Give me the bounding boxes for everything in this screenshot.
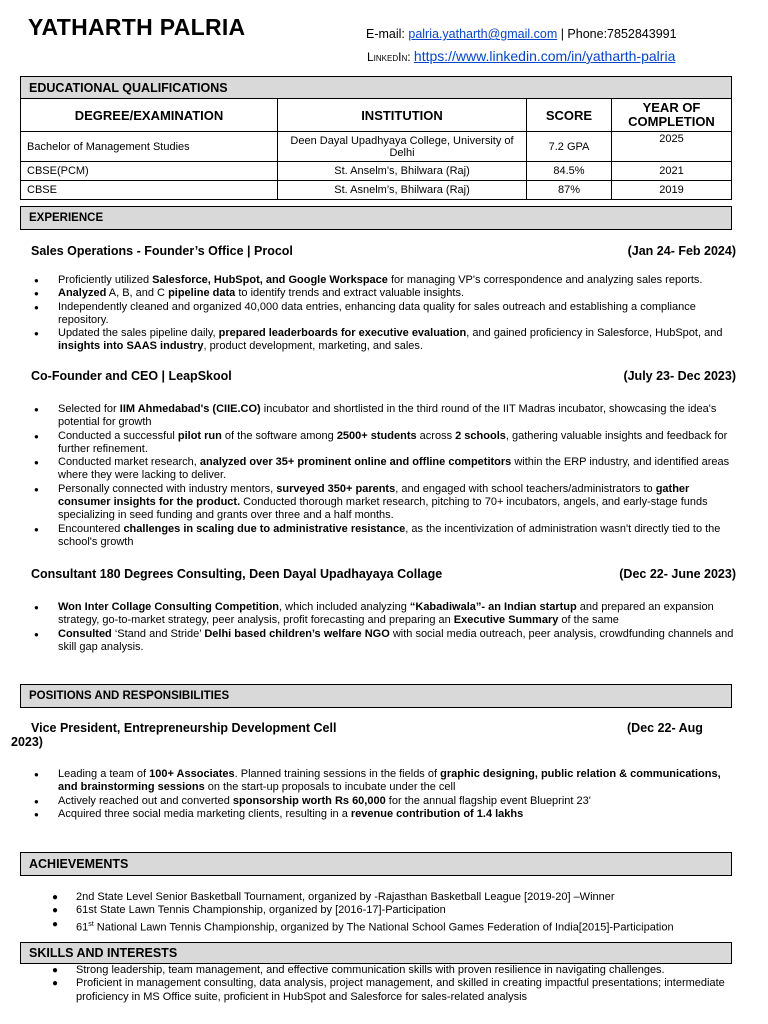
bullet-bold-text: Consulted <box>58 627 112 640</box>
skills-list <box>52 964 742 1004</box>
bullet-item <box>34 795 740 808</box>
score-cell: 7.2 GPA <box>527 132 612 162</box>
bullet-text: , and gained proficiency in Salesforce, HubSpot, and <box>466 327 723 340</box>
list-item: ● Proficient in management consulting, data analysis, project management, and skilled in creating impactful presentations; intermediate proficiency in MS Office suite, proficient in HubSpot and Salesforce for sales-related analysis <box>52 977 742 1004</box>
bullet-bold-text: gather consumer insights for the product. <box>58 482 690 509</box>
experience-section-title: EXPERIENCE <box>29 212 104 224</box>
education-section-title: EDUCATIONAL QUALIFICATIONS <box>29 80 228 95</box>
positions-section-title: POSITIONS AND RESPONSIBILITIES <box>29 690 230 702</box>
bullet-text: for managing VP's correspondence and analyzing sales reports. <box>387 274 703 286</box>
bullet-bold-text: Won Inter Collage Consulting Competition <box>58 601 280 613</box>
bullet-text: , and engaged with school teachers/administrators to <box>395 482 656 495</box>
bullet-text: Conducted thorough market research, pitching to 70+ incubators, angels, and early-stage funds specializing in seed funding and grants over three and a half months. <box>58 496 708 522</box>
bullet-item <box>34 523 740 550</box>
bullet-text: Encountered <box>58 522 124 535</box>
achievements-section-title: ACHIEVEMENTS <box>29 857 129 871</box>
table-row <box>21 162 732 181</box>
year-cell: 2019 <box>612 181 732 200</box>
bullet-text: A, B, and C <box>106 287 169 300</box>
degree-cell: Bachelor of Management Studies <box>21 132 278 162</box>
bullet-text: to identify trends and extract valuable insights. <box>235 287 464 300</box>
job-title: Sales Operations - Founder’s Office | Procol <box>31 244 293 258</box>
bullet-bold-text: revenue contribution of 1.4 lakhs <box>350 807 524 820</box>
job-date: (July 23- Dec 2023) <box>623 369 736 383</box>
positions-section-header <box>20 684 732 708</box>
institution-cell: St. Asnelm’s, Bhilwara (Raj) <box>278 181 527 200</box>
bullet-text: incubator and shortlisted in the third round of the IIT Madras incubator, showcasing the idea's potential for growth <box>58 403 717 429</box>
bullet-item <box>34 628 740 655</box>
job-bullet-list <box>34 601 740 654</box>
bullet-item <box>34 403 740 430</box>
phone-text: | Phone:7852843991 <box>557 27 677 41</box>
year-cell: 2021 <box>612 162 732 181</box>
bullet-item <box>34 768 740 795</box>
score-cell: 84.5% <box>527 162 612 181</box>
bullet-bold-text: 100+ Associates <box>149 768 235 780</box>
institution-cell: St. Anselm’s, Bhilwara (Raj) <box>278 162 527 181</box>
bullet-bold-text: challenges in scaling due to administrative resistance <box>123 522 406 535</box>
bullet-text: across <box>416 429 456 442</box>
job-title: Consultant 180 Degrees Consulting, Deen Dayal Upadhayaya Collage <box>31 567 443 581</box>
bullet-text: within the ERP industry, and identified areas where they were lacking to deliver. <box>58 456 730 482</box>
job-date: (Dec 22- June 2023) <box>619 567 736 581</box>
list-item: ● 2nd State Level Senior Basketball Tournament, organized by -Rajasthan Basketball League [2019-20] –Winner <box>52 891 758 904</box>
bullet-item <box>34 287 740 300</box>
institution-cell: Deen Dayal Upadhyaya College, University of Delhi <box>278 132 527 162</box>
skills-section-title: SKILLS AND INTERESTS <box>29 946 178 960</box>
bullet-text: Acquired three social media marketing clients, resulting in a <box>58 807 351 820</box>
job-bullet-list <box>34 403 740 549</box>
column-header: YEAR OF COMPLETION <box>612 99 732 132</box>
bullet-text: Actively reached out and converted <box>58 794 233 807</box>
bullet-bold-text: analyzed over 35+ prominent online and offline competitors <box>199 456 512 469</box>
bullet-text: Independently cleaned and organized 40,000 data entries, enhancing data quality for sales outreach and establishing a compliance repository. <box>58 300 696 326</box>
position-date-cont: 2023) <box>11 735 43 749</box>
bullet-text: on the start-up proposals to incubate under the cell <box>204 781 456 794</box>
bullet-bold-text: Analyzed <box>58 287 107 300</box>
bullet-item <box>34 808 740 821</box>
bullet-text: . Planned training sessions in the fields of <box>234 768 441 780</box>
position-bullet-list <box>34 768 740 821</box>
bullet-text: of the same <box>558 614 619 627</box>
score-cell: 87% <box>527 181 612 200</box>
bullet-text: , which included analyzing <box>279 601 410 613</box>
bullet-text: , gathering valuable insights and feedback for further refinement. <box>58 429 728 455</box>
candidate-name: YATHARTH PALRIA <box>28 14 246 40</box>
bullet-text: ‘Stand and Stride’ <box>111 627 205 640</box>
achievements-list <box>52 891 758 935</box>
bullet-bold-text: Salesforce, HubSpot, and Google Workspace <box>152 274 388 286</box>
bullet-bold-text: pilot run <box>177 429 222 442</box>
bullet-bold-text: “Kabadiwala”- an Indian startup <box>409 601 577 613</box>
table-row <box>21 132 732 162</box>
job-title: Co-Founder and CEO | LeapSkool <box>31 369 232 383</box>
bullet-bold-text: IIM Ahmedabad's (CIIE.CO) <box>119 403 261 415</box>
bullet-bold-text: Executive Summary <box>453 614 559 627</box>
linkedin-line <box>367 48 675 64</box>
experience-section-header <box>20 206 732 230</box>
bullet-text: , as the incentivization of administration wasn't directly tied to the school's growth <box>58 522 721 548</box>
bullet-item <box>34 430 740 457</box>
bullet-bold-text: graphic designing, public relation & communications, and brainstorming sessions <box>58 768 721 794</box>
bullet-bold-text: 2500+ students <box>336 429 417 442</box>
bullet-bold-text: sponsorship worth Rs 60,000 <box>232 794 386 807</box>
list-item: ● 61st National Lawn Tennis Championship, organized by The National School Games Federation of India[2015]-Participation <box>52 918 758 935</box>
bullet-item <box>34 456 740 483</box>
education-section-header <box>20 76 732 99</box>
linkedin-link[interactable]: https://www.linkedin.com/in/yatharth-palria <box>413 48 676 64</box>
bullet-text: and prepared an expansion strategy, go-to-market strategy, peer analysis, profit forecasting and preparing an <box>58 601 714 627</box>
bullet-text: , product development, marketing, and sales. <box>203 340 423 353</box>
bullet-text: Selected for <box>58 403 120 415</box>
column-header: SCORE <box>527 99 612 132</box>
job-date: (Jan 24- Feb 2024) <box>627 244 736 258</box>
bullet-text: Leading a team of <box>58 768 150 780</box>
skills-section-header <box>20 942 732 964</box>
job-bullet-list <box>34 274 740 354</box>
bullet-bold-text: prepared leaderboards for executive evaluation <box>218 327 467 340</box>
email-label: E-mail: <box>366 27 409 41</box>
year-cell: 2025 <box>612 132 732 162</box>
column-header: INSTITUTION <box>278 99 527 132</box>
linkedin-label: LinkedIn: <box>367 50 414 64</box>
position-title: Vice President, Entrepreneurship Development Cell <box>31 721 337 735</box>
bullet-item <box>34 327 740 354</box>
bullet-text: Conducted a successful <box>58 429 178 442</box>
bullet-item <box>34 301 740 328</box>
bullet-bold-text: insights into SAAS industry <box>58 340 204 353</box>
bullet-text: with social media outreach, peer analysis, crowdfunding channels and skill gap analysis. <box>58 627 734 653</box>
bullet-item <box>34 483 740 523</box>
bullet-text: Updated the sales pipeline daily, <box>58 327 219 340</box>
list-item: ● Strong leadership, team management, and effective communication skills with proven resilience in navigating challenges. <box>52 964 742 977</box>
position-date: (Dec 22- Aug <box>627 721 703 735</box>
bullet-text: of the software among <box>221 429 337 442</box>
column-header: DEGREE/EXAMINATION <box>21 99 278 132</box>
bullet-bold-text: surveyed 350+ parents <box>276 482 396 495</box>
achievements-section-header <box>20 852 732 876</box>
contact-line <box>366 27 677 41</box>
bullet-bold-text: pipeline data <box>168 287 236 300</box>
degree-cell: CBSE <box>21 181 278 200</box>
bullet-text: for the annual flagship event Blueprint 23' <box>385 794 591 807</box>
table-row <box>21 181 732 200</box>
education-table-header-row <box>21 99 732 132</box>
education-table <box>20 98 732 200</box>
bullet-item <box>34 601 740 628</box>
bullet-item <box>34 274 740 287</box>
email-link[interactable]: palria.yatharth@gmail.com <box>408 27 558 41</box>
bullet-bold-text: Delhi based children’s welfare NGO <box>204 627 390 640</box>
bullet-text: Personally connected with industry mentors, <box>58 482 277 495</box>
bullet-bold-text: 2 schools <box>455 429 506 442</box>
bullet-text: Proficiently utilized <box>58 274 153 286</box>
degree-cell: CBSE(PCM) <box>21 162 278 181</box>
bullet-text: Conducted market research, <box>58 456 200 469</box>
list-item: ● 61st State Lawn Tennis Championship, organized by [2016-17]-Participation <box>52 904 758 917</box>
